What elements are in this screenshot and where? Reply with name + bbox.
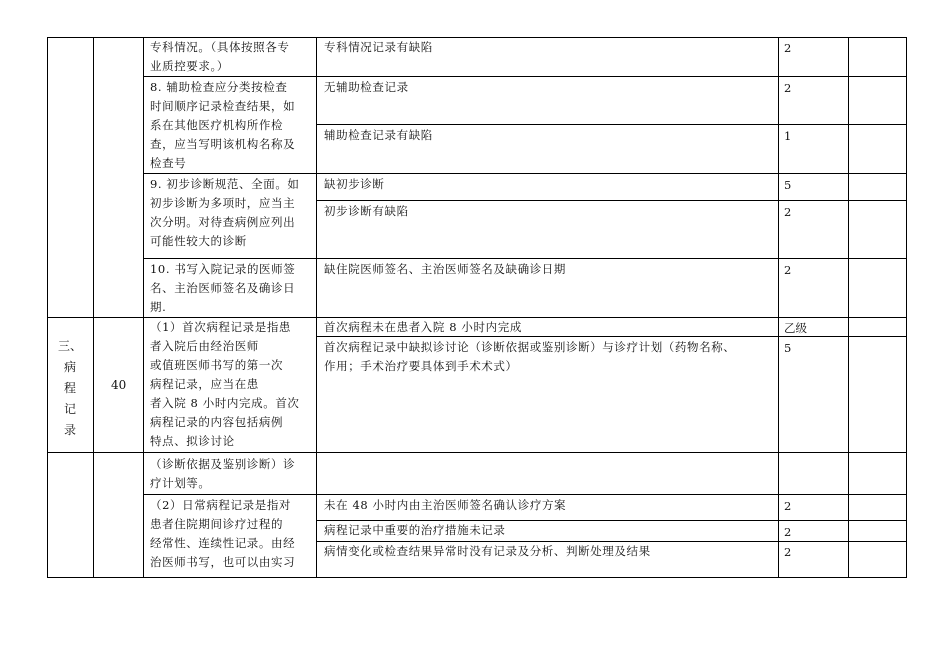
table-column-divider (93, 37, 94, 578)
standard-text: （2）日常病程记录是指对 患者住院期间诊疗过程的 经常性、连续性记录。由经 治医师书写，也可以由实习 (150, 498, 296, 569)
deduction-score: 1 (784, 129, 792, 143)
deduction-item: 辅助检查记录有缺陷 (324, 128, 433, 142)
table-column-divider (143, 37, 144, 578)
category-label: 三、 病 程 记 录 (57, 339, 82, 437)
standard-text: 10. 书写入院记录的医师签 名、主治医师签名及确诊日 期. (150, 262, 296, 314)
deduction-score: 2 (784, 41, 792, 55)
deduction-item: 缺初步诊断 (324, 177, 385, 191)
row-divider (316, 200, 907, 201)
standard-text: （1）首次病程记录是指患 者入院后由经治医师 或值班医师书写的第一次 病程记录，应当在患 者入院 8 小时内完成。首次 病程记录的内容包括病例 特点、拟诊讨论 (150, 320, 300, 448)
deduction-item: 无辅助检查记录 (324, 80, 409, 94)
table-border-right (906, 37, 907, 578)
deduction-score: 2 (784, 263, 792, 277)
standard-text: （诊断依据及鉴别诊断）诊 疗计划等。 (150, 457, 296, 490)
deduction-item: 初步诊断有缺陷 (324, 204, 409, 218)
category-points: 40 (111, 378, 127, 392)
deduction-score: 5 (784, 341, 792, 355)
table-column-divider (778, 37, 779, 578)
deduction-item: 专科情况记录有缺陷 (324, 40, 433, 54)
row-divider (143, 173, 907, 174)
deduction-score: 2 (784, 81, 792, 95)
standard-text: 9. 初步诊断规范、全面。如 初步诊断为多项时，应当主 次分明。对待查病例应列出 可能性较大的诊断 (150, 177, 300, 248)
row-divider (143, 258, 907, 259)
standard-text: 专科情况。（具体按照各专 业质控要求。） (150, 40, 290, 73)
row-divider (143, 494, 907, 495)
deduction-score: 2 (784, 545, 792, 559)
deduction-item: 首次病程未在患者入院 8 小时内完成 (324, 320, 522, 334)
deduction-score: 乙级 (784, 321, 807, 335)
deduction-item: 病情变化或检查结果异常时没有记录及分析、判断处理及结果 (324, 544, 651, 558)
deduction-score: 2 (784, 499, 792, 513)
standard-text: 8. 辅助检查应分类按检查 时间顺序记录检查结果，如 系在其他医疗机构所作检 查，应当写明该机构名称及 检查号 (150, 80, 296, 170)
row-divider (316, 124, 907, 125)
deduction-item: 病程记录中重要的治疗措施未记录 (324, 523, 506, 537)
deduction-item: 未在 48 小时内由主治医师签名确认诊疗方案 (324, 498, 567, 512)
row-divider (143, 76, 907, 77)
deduction-item: 缺住院医师签名、主治医师签名及缺确诊日期 (324, 262, 566, 276)
table-border-bottom (47, 577, 907, 578)
deduction-score: 5 (784, 178, 792, 192)
table-border-left (47, 37, 48, 578)
table-column-divider (848, 37, 849, 578)
deduction-score: 2 (784, 205, 792, 219)
deduction-item: 首次病程记录中缺拟诊讨论（诊断依据或鉴别诊断）与诊疗计划（药物名称、 作用；手术治疗要具体到手术术式） (324, 340, 736, 373)
deduction-score: 2 (784, 525, 792, 539)
page-break-divider (47, 452, 907, 453)
